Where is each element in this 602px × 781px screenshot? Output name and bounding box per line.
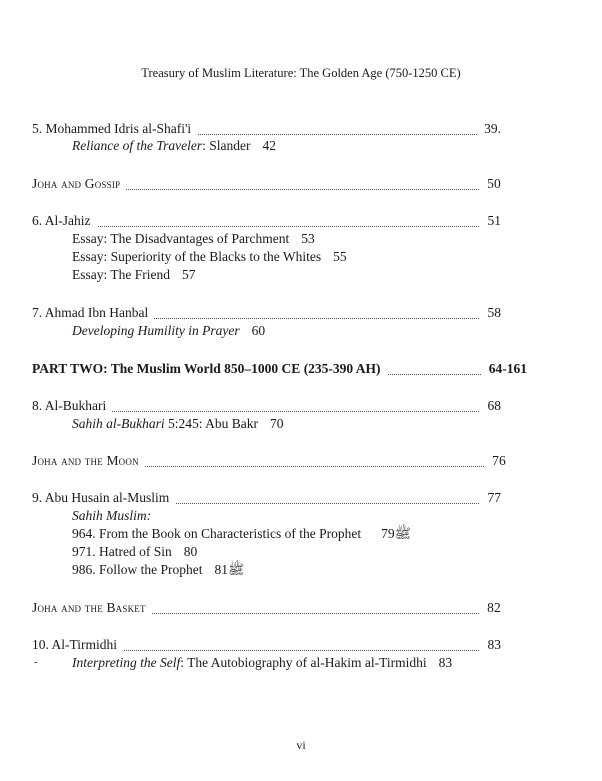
toc-entry-muslim[interactable] [32, 490, 501, 506]
subentry-text: : Slander [202, 138, 251, 153]
entry-title: 5. Mohammed Idris al-Shafi'i [32, 121, 197, 137]
toc-subentry-jahiz-1[interactable] [72, 231, 315, 247]
page-number: 83 [482, 637, 502, 653]
page-number: 77 [482, 490, 502, 506]
entry-title: Joha and the Basket [32, 600, 152, 616]
toc-subentry-bukhari-1[interactable] [72, 416, 284, 432]
page-number: 80 [183, 544, 198, 559]
toc-subheading-sahih-muslim: Sahih Muslim: [72, 508, 152, 523]
page-number: 83 [438, 655, 453, 670]
toc-subentry-muslim-1[interactable] [72, 526, 411, 542]
subentry-text: 5:245: Abu Bakr [164, 416, 258, 431]
entry-title: 9. Abu Husain al-Muslim [32, 490, 175, 506]
page-number: 51 [482, 213, 502, 229]
entry-title: 8. Al-Bukhari [32, 398, 112, 414]
page-number: 57 [182, 267, 196, 282]
entry-title: 7. Ahmad Ibn Hanbal [32, 305, 154, 321]
subentry-text: Essay: Superiority of the Blacks to the Whites [72, 249, 322, 264]
page-number: 55 [333, 249, 347, 264]
page-number: 60 [251, 323, 266, 338]
subentry-text: Essay: The Friend [72, 267, 170, 282]
toc-entry-joha-gossip[interactable] [32, 176, 501, 192]
page-number: 70 [270, 416, 284, 431]
subentry-text: 964. From the Book on Characteristics of the Prophet [72, 526, 362, 541]
stray-mark: - [34, 657, 38, 668]
toc-entry-hanbal[interactable] [32, 305, 501, 321]
page-range: 64-161 [483, 361, 527, 377]
entry-title: Joha and Gossip [32, 176, 126, 192]
subentry-text: 986. Follow the Prophet [72, 562, 203, 577]
entry-title: 6. Al-Jahiz [32, 213, 97, 229]
toc-part-two[interactable] [32, 361, 527, 377]
toc-entry-bukhari[interactable] [32, 398, 501, 414]
subentry-text: : The Autobiography of al-Hakim al-Tirmidhi [180, 655, 427, 670]
page-number: 79 [381, 526, 395, 541]
work-title: Sahih al-Bukhari [72, 416, 165, 431]
dot-leader [32, 225, 479, 227]
toc-subentry-tirmidhi-1[interactable] [72, 655, 452, 671]
page-number: 81 [214, 562, 228, 577]
page-number: 58 [482, 305, 502, 321]
toc-subentry-shafii-1[interactable] [72, 138, 276, 154]
toc-subentry-muslim-2[interactable] [72, 544, 197, 560]
page-number: 50 [481, 176, 501, 192]
page-number: 39. [478, 121, 501, 137]
toc-entry-tirmidhi[interactable] [32, 637, 501, 653]
toc-subentry-jahiz-2[interactable] [72, 249, 347, 265]
toc-subentry-muslim-3[interactable] [72, 562, 244, 578]
toc-subentry-jahiz-3[interactable] [72, 267, 196, 283]
subentry-text: 971. Hatred of Sin [72, 544, 172, 559]
subentry-text: Essay: The Disadvantages of Parchment [72, 231, 290, 246]
honorific-glyph: ﷺ [394, 526, 411, 541]
folio-page-number: vi [296, 738, 306, 752]
page-number: 68 [482, 398, 502, 414]
toc-subentry-hanbal-1[interactable] [72, 323, 265, 339]
page-number: 82 [481, 600, 501, 616]
part-title: PART TWO: The Muslim World 850–1000 CE (235-390 AH) [32, 361, 387, 377]
running-header: Treasury of Muslim Literature: The Golden Age (750-1250 CE) [141, 66, 461, 80]
entry-title: 10. Al-Tirmidhi [32, 637, 123, 653]
toc-entry-shafii[interactable] [32, 121, 501, 137]
honorific-glyph: ﷺ [228, 562, 245, 577]
work-title: Interpreting the Self [72, 655, 181, 670]
entry-title: Joha and the Moon [32, 453, 145, 469]
toc-entry-joha-moon[interactable] [32, 453, 506, 469]
page-number: 76 [486, 453, 506, 469]
toc-entry-jahiz[interactable] [32, 213, 501, 229]
work-title: Reliance of the Traveler [72, 138, 203, 153]
page-number: 42 [262, 138, 276, 153]
toc-entry-joha-basket[interactable] [32, 600, 501, 616]
work-title: Developing Humility in Prayer [72, 323, 240, 338]
page-number: 53 [301, 231, 315, 246]
